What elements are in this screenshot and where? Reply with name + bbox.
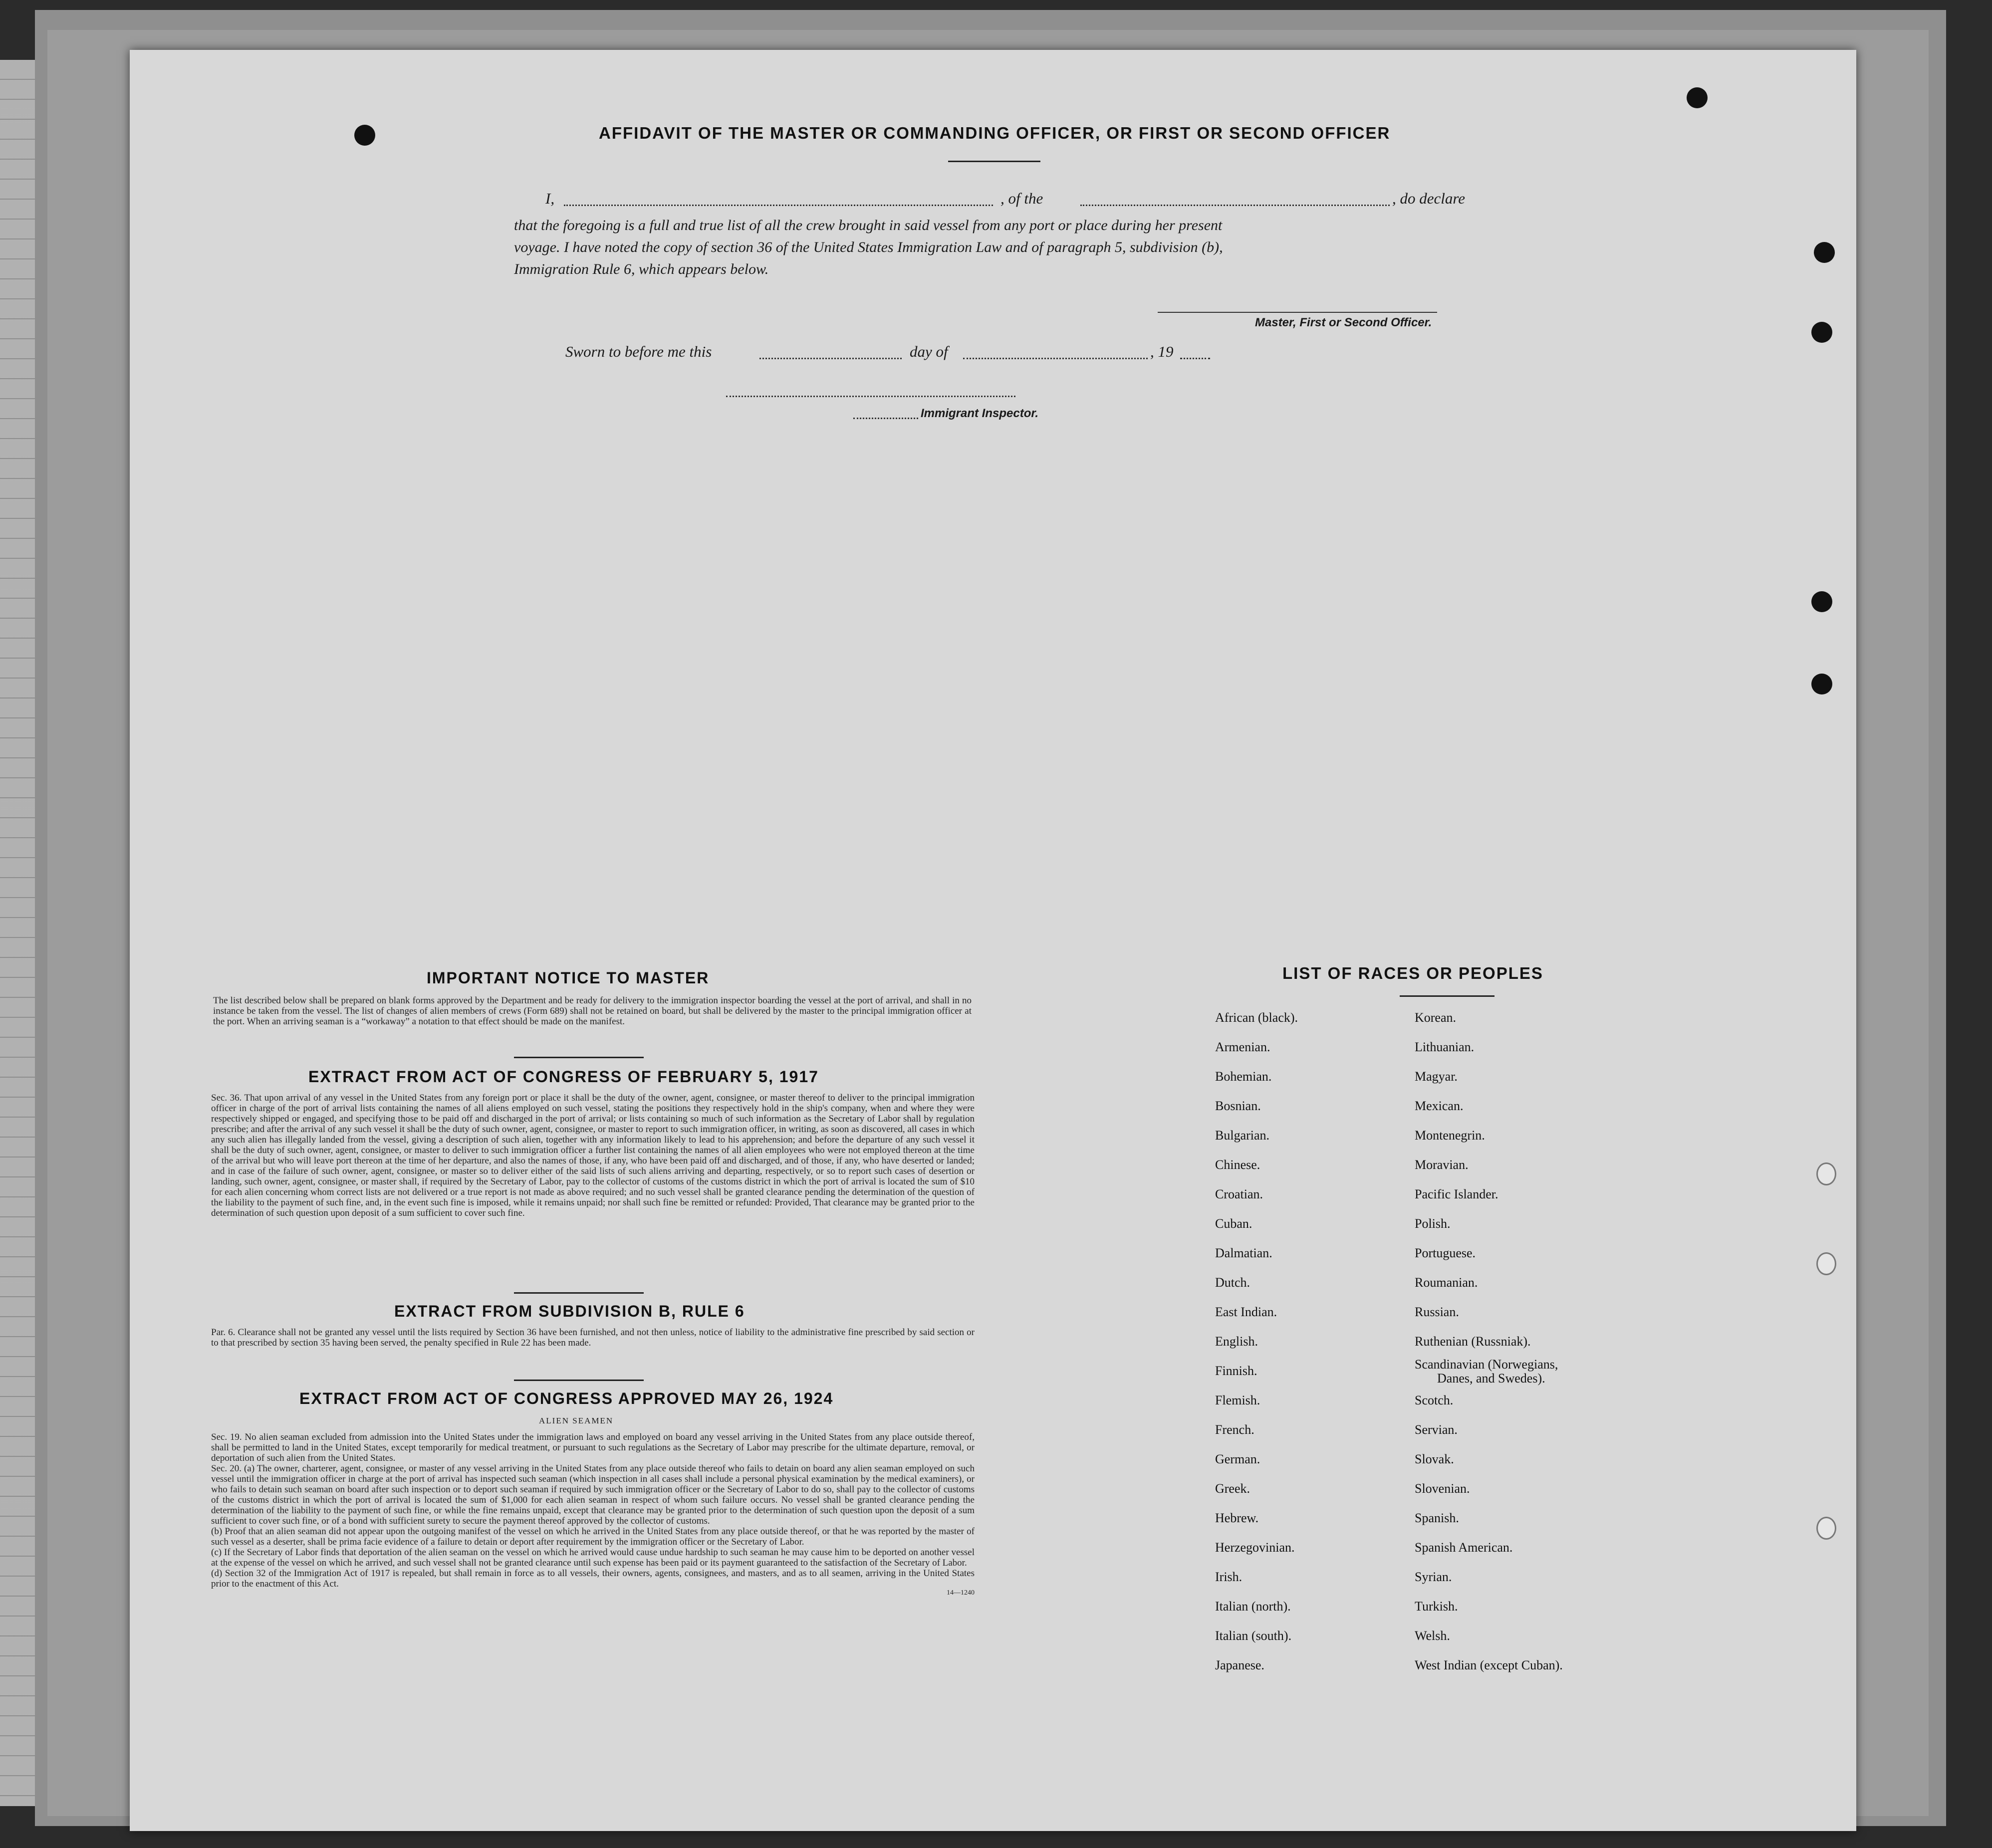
race-item: West Indian (except Cuban).: [1415, 1658, 1563, 1672]
binder-ring: [1816, 1517, 1836, 1540]
race-item: African (black).: [1215, 1010, 1298, 1025]
race-item: Greek.: [1215, 1481, 1250, 1496]
notice-text: The list described below shall be prepared on blank forms approved by the Department and be ready for delivery to the immigration inspector boarding the vessel at the port of arrival, and shall in no instance be taken from the vessel. The list of changes of alien members of crews (Form 689) shall not be retained on board, but shall be delivered by the master to the principal immigration officer at the port. When an arriving seaman is a “workaway” a notation to that effect should be made on the manifest.: [213, 995, 972, 1027]
inspector-prefix-line: [853, 418, 918, 419]
race-item-continued: Danes, and Swedes).: [1437, 1371, 1545, 1386]
affidavit-body-line: that the foregoing is a full and true list of all the crew brought in said vessel from any port or place during her present: [514, 217, 1223, 233]
extract-1924-body: [211, 1432, 975, 1597]
race-item: Bohemian.: [1215, 1069, 1272, 1084]
race-item: Portuguese.: [1415, 1246, 1476, 1260]
i-label: I,: [545, 190, 555, 207]
punch-hole: [1811, 674, 1832, 694]
ledger-edge: [0, 60, 35, 1806]
race-item: Dutch.: [1215, 1275, 1250, 1290]
document-page: [130, 50, 1856, 1831]
inspector-label: Immigrant Inspector.: [921, 407, 1039, 420]
affidavit-body: [514, 215, 1223, 280]
race-item: Italian (north).: [1215, 1599, 1291, 1614]
race-item: Hebrew.: [1215, 1511, 1259, 1525]
race-item: Magyar.: [1415, 1069, 1458, 1084]
binder-ring: [1816, 1252, 1836, 1275]
section-rule: [514, 1292, 644, 1294]
races-title: LIST OF RACES OR PEOPLES: [1282, 964, 1543, 982]
punch-hole: [1814, 242, 1835, 263]
race-item: Turkish.: [1415, 1599, 1458, 1614]
extract-1924-title: EXTRACT FROM ACT OF CONGRESS APPROVED MAY 26, 1924: [299, 1389, 834, 1407]
race-item: Flemish.: [1215, 1393, 1260, 1407]
year-label: , 19: [1150, 343, 1174, 360]
declare-label: , do declare: [1392, 190, 1466, 207]
punch-hole: [1687, 87, 1708, 108]
race-item: Korean.: [1415, 1010, 1457, 1025]
sworn-year-line[interactable]: [1180, 358, 1210, 359]
notice-title: IMPORTANT NOTICE TO MASTER: [427, 969, 710, 987]
inspector-signature-line[interactable]: [726, 396, 1015, 397]
race-item: Russian.: [1415, 1305, 1459, 1319]
master-signature-line[interactable]: [1158, 312, 1437, 313]
affidavit-body-line: Immigration Rule 6, which appears below.: [514, 261, 769, 277]
race-item: Italian (south).: [1215, 1628, 1292, 1643]
race-item: East Indian.: [1215, 1305, 1277, 1319]
punch-hole: [1811, 591, 1832, 612]
race-item: Servian.: [1415, 1422, 1458, 1437]
race-item: Pacific Islander.: [1415, 1187, 1498, 1201]
extract-1917-text: Sec. 36. That upon arrival of any vessel in the United States from any foreign port or place it shall be the duty of the owner, agent, consignee, or master thereof to deliver to the principal immigration officer in charge of the port of arrival lists containing the names of all aliens employed on such vessel, stating the positions they respectively hold in the ship's company, when and where they were respectively shipped or engaged, and specifying those to be paid off and discharged in the port of arrival; or lists containing so much of such information as the Secretary of Labor shall by regulation prescribe; and after the arrival of any such vessel it shall be the duty of such owner, agent, consignee, or master to report to such immigration officer, in writing, as soon as discovered, all cases in which any such alien has illegally landed from the vessel, giving a description of such alien, together with any information likely to lead to his apprehension; and before the departure of any such vessel it shall be the duty of such owner, agent, consignee, or master to deliver to such immigration officer a further list containing the names of all alien employees who were not employed thereon at the time of the arrival but who will leave port thereon at the time of her departure, and also the names of those, if any, who have been paid off and discharged, and of those, if any, who have deserted or landed; and in case of the failure of such owner, agent, consignee, or master so to deliver either of the said lists of such aliens arriving and departing, respectively, or so to report such cases of desertion or landing, such owner, agent, consignee, or master shall, if required by the Secretary of Labor, pay to the collector of customs of the customs district in which the port of arrival is located the sum of $10 for each alien concerning whom correct lists are not delivered or a true report is not made as above required; and no such vessel shall be granted clearance pending the determination of the question of the liability to the payment of such fine, and, in the event such fine is imposed, while it remains unpaid; nor shall such fine be remitted or refunded: Provided, That clearance may be granted prior to the determination of such question upon deposit of a sum sufficient to cover such fine.: [211, 1093, 975, 1218]
race-item: Welsh.: [1415, 1628, 1450, 1643]
race-item: Slovenian.: [1415, 1481, 1470, 1496]
binder-ring: [1816, 1162, 1836, 1185]
race-item: Croatian.: [1215, 1187, 1263, 1201]
of-the-label: , of the: [1000, 190, 1043, 207]
extract-rule6-text: Par. 6. Clearance shall not be granted any vessel until the lists required by Section 36 have been furnished, and not then unless, notice of liability to the administrative fine prescribed by said section or to that prescribed by section 35 having been served, the penalty specified in Rule 22 has been made.: [211, 1327, 975, 1348]
race-item: Slovak.: [1415, 1452, 1454, 1466]
punch-hole: [354, 125, 375, 146]
race-item: Bosnian.: [1215, 1099, 1261, 1113]
race-item: Finnish.: [1215, 1364, 1257, 1378]
race-item: Roumanian.: [1415, 1275, 1478, 1290]
races-rule: [1400, 995, 1494, 997]
race-item: Scotch.: [1415, 1393, 1454, 1407]
affidavit-title: AFFIDAVIT OF THE MASTER OR COMMANDING OFFICER, OR FIRST OR SECOND OFFICER: [599, 124, 1391, 142]
sec-20a-text: Sec. 20. (a) The owner, charterer, agent, consignee, or master of any vessel arriving in the United States from any place outside thereof who fails to detain on board any alien seaman employed on such vessel until the immigration officer in charge at the port of arrival has inspected such seaman (which inspection in all cases shall include a personal physical examination by the medical examiners), or who fails to detain such seaman on board after such inspection or to deport such seaman if required by such immigration officer or the Secretary of Labor to do so, shall pay to the collector of customs of the customs district in which the port of arrival is located the sum of $1,000 for each alien seaman in respect of whom such failure occurs. No vessel shall be granted clearance pending the determination of the liability to the payment of such fine, or while the fine remains unpaid, except that clearance may be granted prior to the determination of such question upon the deposit of a sum sufficient to cover such fine, or of a bond with sufficient surety to secure the payment thereof approved by the collector of customs.: [211, 1463, 975, 1526]
sworn-day-line[interactable]: [759, 358, 902, 359]
punch-hole: [1811, 322, 1832, 343]
affidavit-body-line: voyage. I have noted the copy of section 36 of the United States Immigration Law and of paragraph 5, subdivision (b),: [514, 239, 1223, 255]
alien-seamen-subtitle: ALIEN SEAMEN: [539, 1416, 614, 1425]
race-item: Lithuanian.: [1415, 1040, 1475, 1054]
race-item: Irish.: [1215, 1570, 1243, 1584]
race-item: Spanish.: [1415, 1511, 1459, 1525]
race-item: Mexican.: [1415, 1099, 1464, 1113]
sec-20d-text: (d) Section 32 of the Immigration Act of 1917 is repealed, but shall remain in force as to all vessels, their owners, agents, consignees, and masters, and as to all seamen, arriving in the United States prior to the enactment of this Act.: [211, 1568, 975, 1589]
sec-20b-text: (b) Proof that an alien seaman did not appear upon the outgoing manifest of the vessel on which he arrived in the United States from any place outside thereof, or that he was reported by the master of such vessel as a deserter, shall be prima facie evidence of a failure to detain or deport after requirement by the immigration officer or the Secretary of Labor.: [211, 1526, 975, 1547]
extract-1917-title: EXTRACT FROM ACT OF CONGRESS OF FEBRUARY 5, 1917: [308, 1068, 819, 1086]
form-number: 14—1240: [947, 1589, 975, 1597]
race-item: Moravian.: [1415, 1157, 1469, 1172]
sworn-label: Sworn to before me this: [565, 343, 712, 360]
race-item: English.: [1215, 1334, 1258, 1349]
race-item: Polish.: [1415, 1216, 1451, 1231]
race-item: Syrian.: [1415, 1570, 1452, 1584]
name-line[interactable]: [564, 205, 993, 206]
section-rule: [514, 1057, 644, 1058]
race-item: Montenegrin.: [1415, 1128, 1485, 1143]
race-item: Bulgarian.: [1215, 1128, 1270, 1143]
sec-19-text: Sec. 19. No alien seaman excluded from admission into the United States under the immigration laws and employed on board any vessel arriving in the United States from any place outside thereof, shall be permitted to land in the United States, except temporarily for medical treatment, or pursuant to such regulations as the Secretary of Labor may prescribe for the ultimate departure, removal, or deportation of such alien from the United States.: [211, 1432, 975, 1463]
vessel-line[interactable]: [1080, 205, 1390, 206]
race-item: Cuban.: [1215, 1216, 1252, 1231]
race-item: Armenian.: [1215, 1040, 1270, 1054]
title-rule: [948, 161, 1040, 162]
master-signature-label: Master, First or Second Officer.: [1255, 316, 1432, 329]
section-rule: [514, 1380, 644, 1381]
race-item: Chinese.: [1215, 1157, 1260, 1172]
day-of-label: day of: [910, 343, 948, 360]
race-item: French.: [1215, 1422, 1254, 1437]
sec-20c-text: (c) If the Secretary of Labor finds that deportation of the alien seaman on the vessel on which he arrived would cause undue hardship to such seaman he may cause him to be deported on another vessel at the expense of the vessel on which he arrived, and such vessel shall not be granted clearance until such expense has been paid or its payment guaranteed to the satisfaction of the Secretary of Labor.: [211, 1547, 975, 1568]
sworn-month-line[interactable]: [963, 358, 1148, 359]
race-item: Dalmatian.: [1215, 1246, 1272, 1260]
race-item: German.: [1215, 1452, 1260, 1466]
race-item: Japanese.: [1215, 1658, 1264, 1672]
race-item: Ruthenian (Russniak).: [1415, 1334, 1531, 1349]
race-item: Herzegovinian.: [1215, 1540, 1295, 1555]
extract-rule6-title: EXTRACT FROM SUBDIVISION B, RULE 6: [394, 1302, 745, 1320]
race-item: Spanish American.: [1415, 1540, 1513, 1555]
race-item: Scandinavian (Norwegians,: [1415, 1357, 1558, 1372]
